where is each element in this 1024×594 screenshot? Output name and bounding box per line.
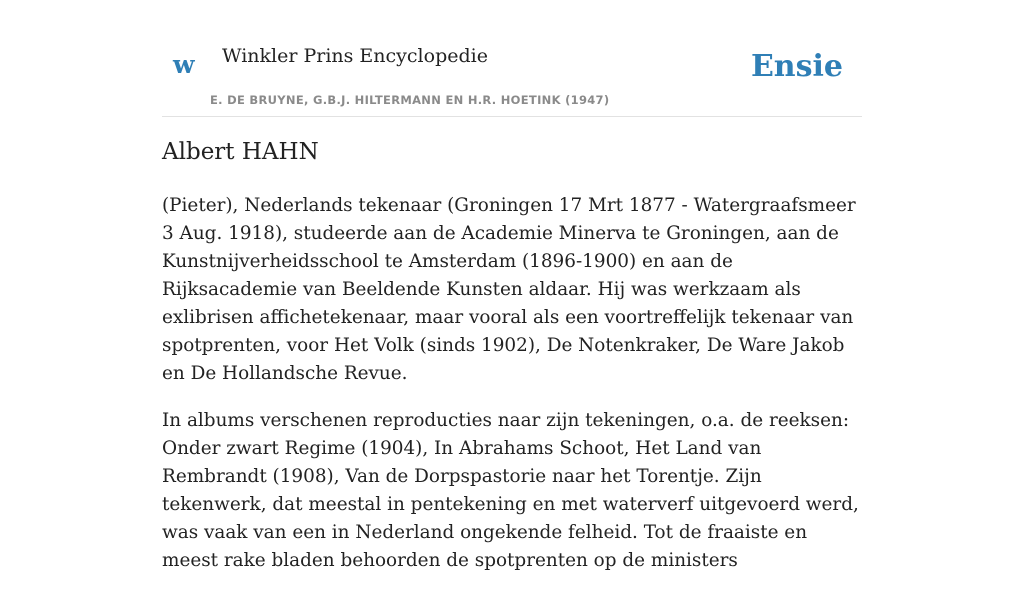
page (162, 0, 862, 571)
ensie-logo[interactable]: Ensie (750, 49, 843, 84)
source-title[interactable]: Winkler Prins Encyclopedie (222, 45, 488, 67)
source-authors: E. DE BRUYNE, G.B.J. HILTERMANN EN H.R. HOETINK (1947) (210, 93, 610, 107)
source-header (162, 0, 862, 117)
article-title: Albert HAHN (162, 139, 319, 165)
article-paragraph: (Pieter), Nederlands tekenaar (Groningen 17 Mrt 1877 - Watergraafsmeer 3 Aug. 1918), studeerde aan de Academie Minerva te Groningen, aan de Kunstnijverheidsschool te Amsterdam (1896-1900) en aan de Rijksacademie van Beeldende Kunsten aldaar. Hij was werkzaam als exlibrisen affichetekenaar, maar vooral als een voortreffelijk tekenaar van spotprenten, voor Het Volk (sinds 1902), De Notenkraker, De Ware Jakob en De Hollandsche Revue. (162, 195, 856, 384)
article-paragraph: In albums verschenen reproducties naar zijn tekeningen, o.a. de reeksen: Onder zwart Regime (1904), In Abrahams Schoot, Het Land van Rembrandt (1908), Van de Dorpspastorie naar het Torentje. Zijn tekenwerk, dat meestal in pentekening en met waterverf uitgevoerd werd, was vaak van een in Nederland ongekende felheid. Tot de fraaiste en meest rake bladen behoorden de spotprenten op de ministers (162, 410, 859, 571)
article-body (162, 192, 862, 594)
source-logo[interactable]: w (173, 50, 195, 79)
